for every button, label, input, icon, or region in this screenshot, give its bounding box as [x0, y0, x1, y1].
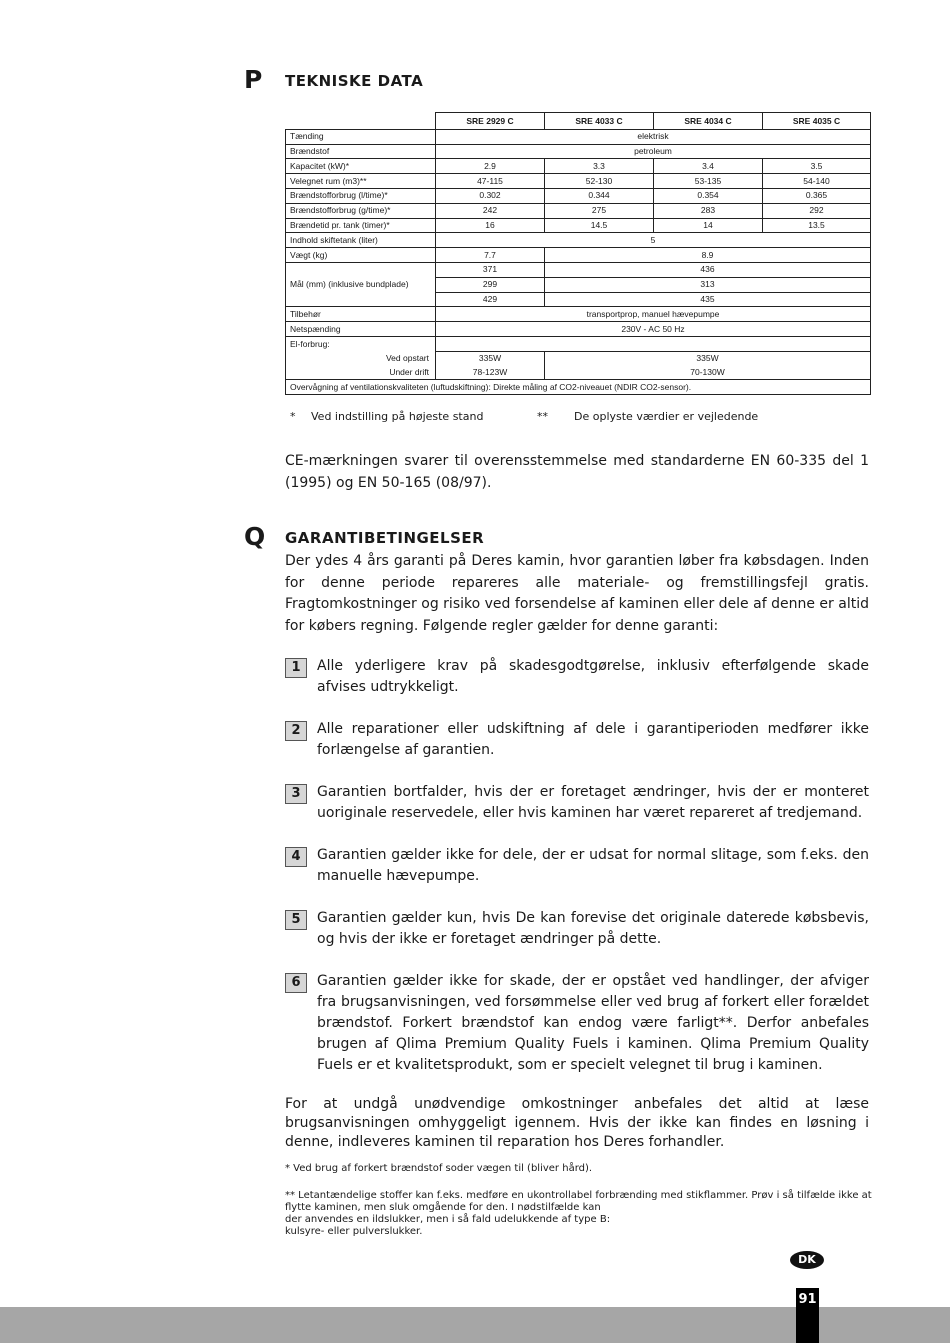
cell-value: petroleum — [436, 144, 871, 159]
double-star-note: De oplyste værdier er vejledende — [574, 410, 759, 423]
item-number: 6 — [285, 973, 307, 993]
row-label: El-forbrug: — [286, 336, 436, 351]
model-header: SRE 4034 C — [654, 113, 763, 130]
cell-value: 436 — [545, 262, 871, 277]
item-number: 5 — [285, 910, 307, 930]
row-label: Velegnet rum (m3)** — [286, 174, 436, 189]
cell-value: 335W — [545, 351, 871, 365]
item-text: Alle yderligere krav på skadesgodtgørelse, inklusiv efterfølgende skade afvises udtrykkeligt. — [317, 658, 869, 695]
footnote-line: der anvendes en ildslukker, men i så fald udelukkende af type B: — [285, 1214, 611, 1225]
row-label: Kapacitet (kW)* — [286, 159, 436, 174]
closing-paragraph: For at undgå unødvendige omkostninger anbefales det altid at læse brugsanvisningen omhyggeligt igennem. Hvis der ikke kan findes en løsning i denne, indleveres kaminen til reparation hos Deres forhandler. — [285, 1096, 869, 1150]
row-label: Brændstof — [286, 144, 436, 159]
section-letter-q: Q — [244, 522, 266, 551]
table-row — [286, 262, 871, 277]
cell-value: 54-140 — [763, 174, 871, 189]
row-label: Under drift — [286, 366, 436, 380]
row-label: Tænding — [286, 129, 436, 144]
cell-value: 3.5 — [763, 159, 871, 174]
row-label: Indhold skiftetank (liter) — [286, 233, 436, 248]
model-header: SRE 4035 C — [763, 113, 871, 130]
footnote-line: kulsyre- eller pulverslukker. — [285, 1226, 423, 1237]
table-row — [286, 336, 871, 351]
row-label: Brændetid pr. tank (timer)* — [286, 218, 436, 233]
table-row — [286, 144, 871, 159]
table-row — [286, 188, 871, 203]
double-star-marker: ** — [537, 410, 548, 423]
item-number: 2 — [285, 721, 307, 741]
monitoring-note: Overvågning af ventilationskvaliteten (luftudskiftning): Direkte måling af CO2-niveauet (NDIR CO2-sensor). — [286, 380, 871, 395]
cell-value: 275 — [545, 203, 654, 218]
table-row — [286, 218, 871, 233]
cell-value: 242 — [436, 203, 545, 218]
item-text: Garantien bortfalder, hvis der er foretaget ændringer, hvis der er monteret uoriginale reservedele, eller hvis kaminen har været repareret af tredjemand. — [317, 784, 869, 821]
cell-value: 371 — [436, 262, 545, 277]
table-row — [286, 322, 871, 337]
star-marker: * — [290, 410, 296, 423]
table-row — [286, 233, 871, 248]
cell-value: 0.365 — [763, 188, 871, 203]
item-text: Garantien gælder kun, hvis De kan forevise det originale daterede købsbevis, og hvis der ikke er foretaget ændringer på dette. — [317, 910, 869, 947]
table-row — [286, 174, 871, 189]
cell-value: 313 — [545, 277, 871, 292]
table-row — [286, 248, 871, 263]
table-row — [286, 366, 871, 380]
row-label: Tilbehør — [286, 307, 436, 322]
row-label: Ved opstart — [286, 351, 436, 365]
item-number: 1 — [285, 658, 307, 678]
table-row — [286, 307, 871, 322]
cell-value: 5 — [436, 233, 871, 248]
row-label: Netspænding — [286, 322, 436, 337]
item-number: 3 — [285, 784, 307, 804]
row-label: Vægt (kg) — [286, 248, 436, 263]
section-title-warranty: GARANTIBETINGELSER — [285, 529, 485, 547]
cell-value: 47-115 — [436, 174, 545, 189]
cell-value: transportprop, manuel hævepumpe — [436, 307, 871, 322]
section-title-technical-data: TEKNISKE DATA — [285, 72, 424, 90]
star-note: Ved indstilling på højeste stand — [311, 410, 484, 423]
cell-value: 283 — [654, 203, 763, 218]
item-text: Garantien gælder ikke for skade, der er opstået ved handlinger, der afviger fra brugsanvisningen, ved forsømmelse eller ved brug af forkert eller forældet brændstof. Forkert brændstof kan endog være farligt**. Derfor anbefales brugen af Qlima Premium Quality Fuels i kaminen. Qlima Premium Quality Fuels er et kvalitetsprodukt, som er specielt velegnet til brug i kaminen. — [317, 973, 869, 1073]
table-row — [286, 380, 871, 395]
table-row — [286, 203, 871, 218]
cell-value: 70-130W — [545, 366, 871, 380]
cell-value: 52-130 — [545, 174, 654, 189]
cell-value: 3.4 — [654, 159, 763, 174]
cell-value: 14.5 — [545, 218, 654, 233]
cell-value: 14 — [654, 218, 763, 233]
row-label: Mål (mm) (inklusive bundplade) — [286, 262, 436, 306]
footnote-flammable — [285, 1190, 875, 1238]
table-row — [286, 159, 871, 174]
cell-value: 0.354 — [654, 188, 763, 203]
cell-value: 230V - AC 50 Hz — [436, 322, 871, 337]
cell-value: 78-123W — [436, 366, 545, 380]
footnote-line: ** Letantændelige stoffer kan f.eks. medføre en ukontrollabel forbrænding med stikflammer. Prøv i så tilfælde ikke at flytte kaminen, men sluk omgående for den. I nødstilfælde kan — [285, 1190, 872, 1213]
section-letter-p: P — [244, 65, 263, 94]
cell-value: 292 — [763, 203, 871, 218]
table-row — [286, 129, 871, 144]
model-header: SRE 2929 C — [436, 113, 545, 130]
cell-value: 16 — [436, 218, 545, 233]
cell-value: 53-135 — [654, 174, 763, 189]
item-text: Alle reparationer eller udskiftning af dele i garantiperioden medfører ikke forlængelse af garantien. — [317, 721, 869, 758]
row-label: Brændstofforbrug (g/time)* — [286, 203, 436, 218]
language-badge: DK — [790, 1251, 824, 1269]
cell-value: 299 — [436, 277, 545, 292]
row-label: Brændstofforbrug (l/time)* — [286, 188, 436, 203]
technical-data-table — [285, 112, 871, 395]
cell-value: 335W — [436, 351, 545, 365]
cell-value: 435 — [545, 292, 871, 307]
item-number: 4 — [285, 847, 307, 867]
page-number: 91 — [796, 1288, 819, 1343]
warranty-intro: Der ydes 4 års garanti på Deres kamin, hvor garantien løber fra købsdagen. Inden for denne periode repareres alle materiale- og fremstillingsfejl gratis. Fragtomkostninger og risiko ved forsendelse af kaminen eller dele af denne er altid for købers regning. Følgende regler gælder for denne garanti: — [285, 553, 869, 634]
table-row — [286, 351, 871, 365]
cell-value: 8.9 — [545, 248, 871, 263]
cell-value: 429 — [436, 292, 545, 307]
cell-value: 0.302 — [436, 188, 545, 203]
footnote-fuel: * Ved brug af forkert brændstof soder vægen til (bliver hård). — [285, 1163, 593, 1174]
cell-value: 0.344 — [545, 188, 654, 203]
item-text: Garantien gælder ikke for dele, der er udsat for normal slitage, som f.eks. den manuelle hævepumpe. — [317, 847, 869, 884]
cell-value: 13.5 — [763, 218, 871, 233]
ce-statement: CE-mærkningen svarer til overensstemmelse med standarderne EN 60-335 del 1 (1995) og EN 50-165 (08/97). — [285, 453, 869, 491]
cell-value: 2.9 — [436, 159, 545, 174]
table-header-row — [286, 113, 871, 130]
cell-value: 3.3 — [545, 159, 654, 174]
model-header: SRE 4033 C — [545, 113, 654, 130]
cell-value: elektrisk — [436, 129, 871, 144]
cell-value: 7.7 — [436, 248, 545, 263]
